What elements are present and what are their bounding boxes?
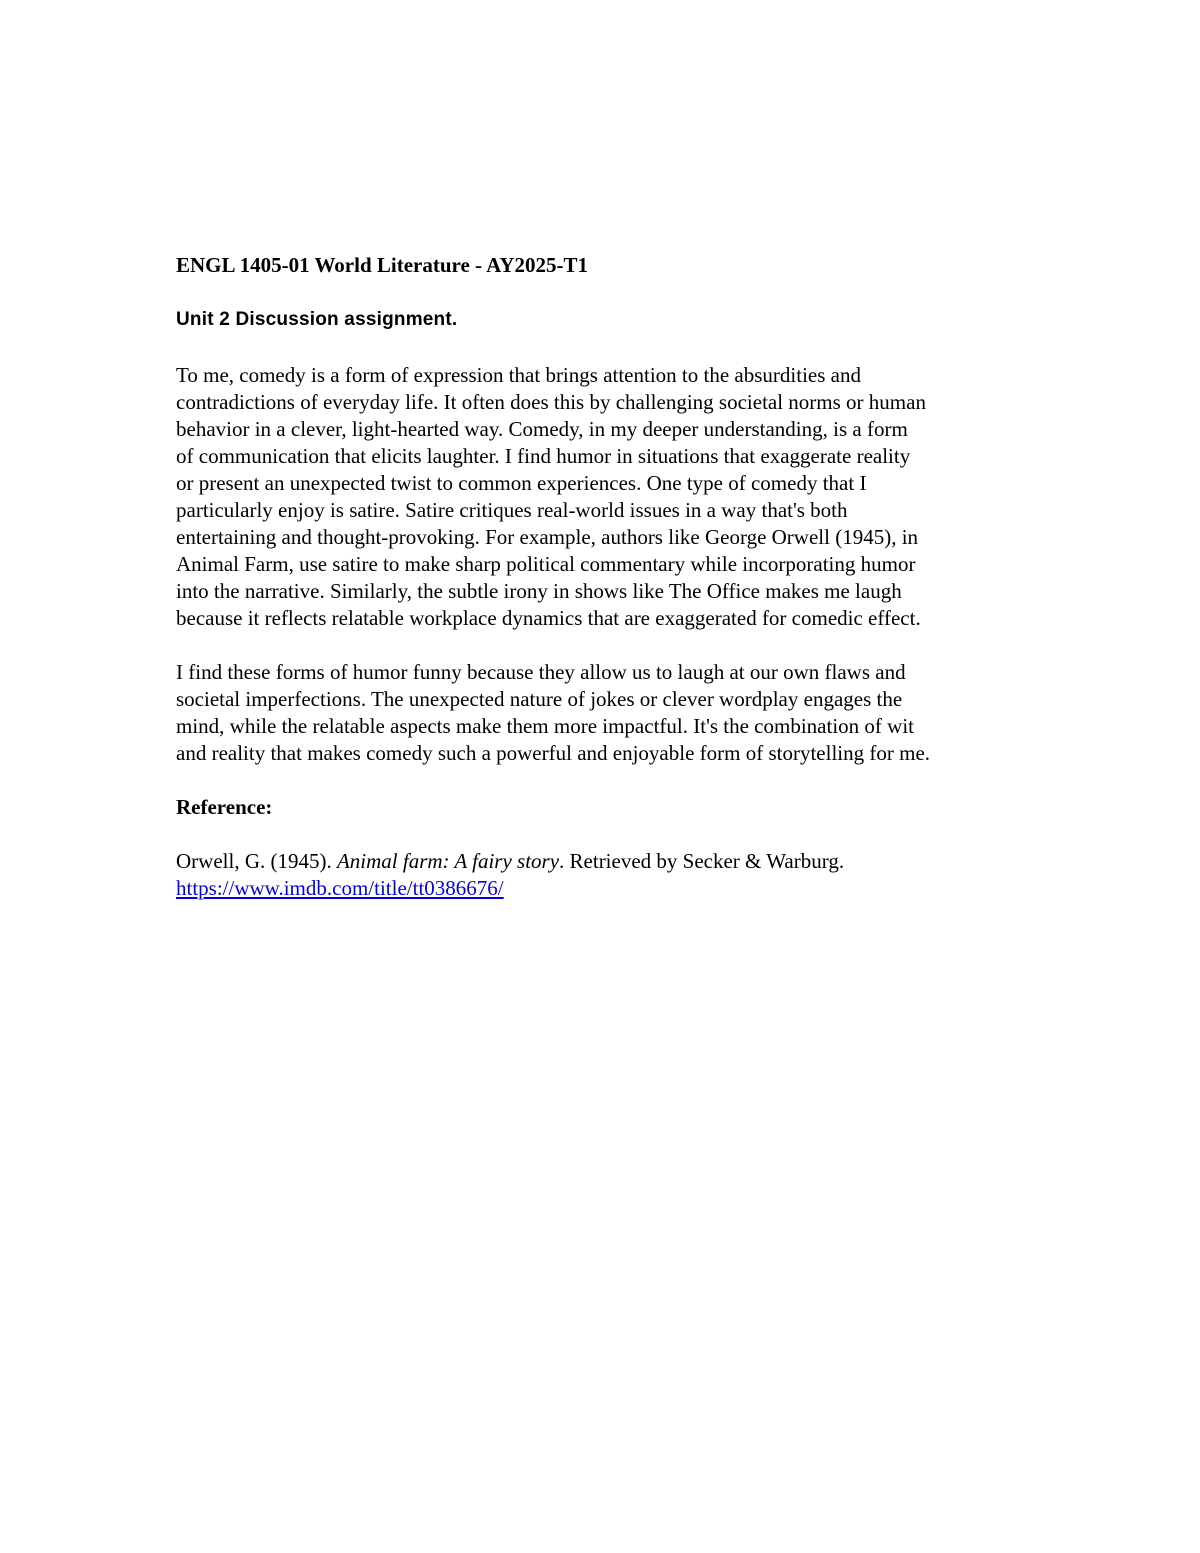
paragraph-line: To me, comedy is a form of expression that brings attention to the absurdities and [176, 363, 861, 387]
reference-url-line [176, 875, 1036, 902]
paragraph-line: Animal Farm, use satire to make sharp political commentary while incorporating humor [176, 552, 916, 576]
paragraph-line: of communication that elicits laughter. I find humor in situations that exaggerate reality [176, 444, 911, 468]
reference-entry [176, 848, 1036, 902]
paragraph-line: behavior in a clever, light-hearted way. Comedy, in my deeper understanding, is a form [176, 417, 908, 441]
unit-heading: Unit 2 Discussion assignment. [176, 309, 458, 330]
course-title: ENGL 1405-01 World Literature - AY2025-T1 [176, 253, 589, 277]
paragraph-line: or present an unexpected twist to common experiences. One type of comedy that I [176, 471, 867, 495]
paragraph-line: because it reflects relatable workplace dynamics that are exaggerated for comedic effect. [176, 606, 921, 630]
paragraph-line: I find these forms of humor funny because they allow us to laugh at our own flaws and [176, 660, 906, 684]
paragraph-line: contradictions of everyday life. It often does this by challenging societal norms or human [176, 390, 926, 414]
reference-author-year: Orwell, G. (1945). [176, 849, 337, 873]
reference-title: Animal farm: A fairy story [336, 849, 560, 873]
paragraph-line: particularly enjoy is satire. Satire critiques real-world issues in a way that's both [176, 498, 848, 522]
paragraph-line: and reality that makes comedy such a powerful and enjoyable form of storytelling for me. [176, 741, 931, 765]
paragraph-line: mind, while the relatable aspects make them more impactful. It's the combination of wit [176, 714, 914, 738]
reference-publisher: . Retrieved by Secker & Warburg. [559, 849, 845, 873]
reference-citation [176, 848, 1036, 875]
paragraph-line: societal imperfections. The unexpected nature of jokes or clever wordplay engages the [176, 687, 903, 711]
reference-link[interactable]: https://www.imdb.com/title/tt0386676/ [176, 876, 504, 900]
paragraph-line: entertaining and thought-provoking. For example, authors like George Orwell (1945), in [176, 525, 919, 549]
reference-heading: Reference: [176, 795, 273, 819]
document-body [176, 252, 1036, 902]
paragraph-1 [176, 362, 1036, 632]
paragraph-line: into the narrative. Similarly, the subtle irony in shows like The Office makes me laugh [176, 579, 902, 603]
paragraph-2 [176, 659, 1036, 767]
